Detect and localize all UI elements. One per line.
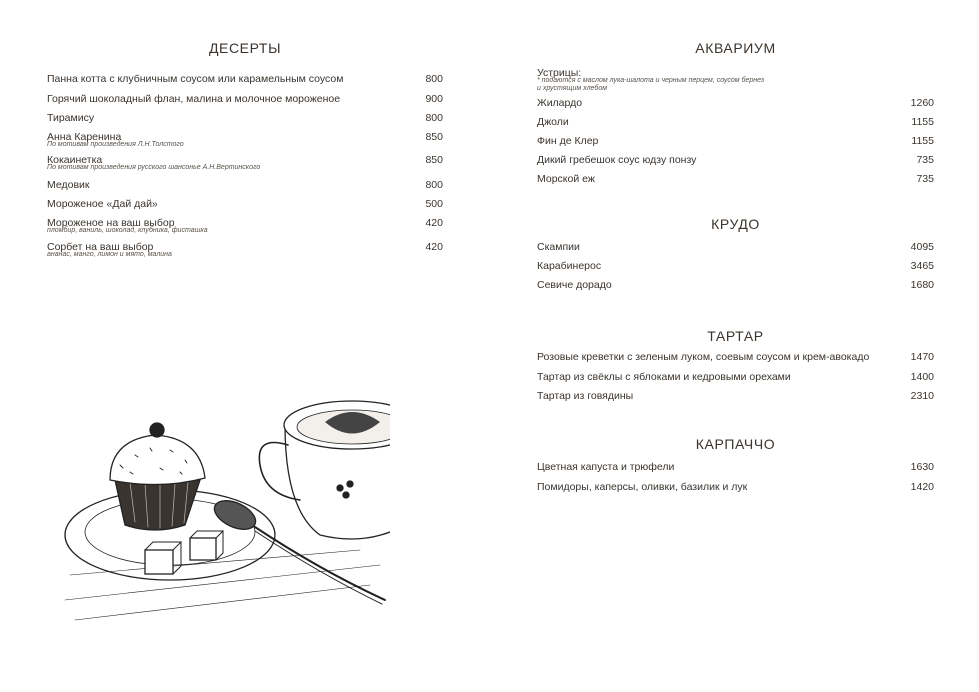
- spoon: [210, 495, 260, 535]
- item-price: 420: [425, 241, 443, 253]
- item-note: пломбир, ваниль, шоколад, клубника, фисташка: [47, 227, 208, 234]
- item-note: * подаются с маслом лука-шалота и черным перцем, соусом бернез: [537, 77, 765, 84]
- aquarium-title: АКВАРИУМ: [695, 40, 776, 56]
- item-price: 800: [425, 179, 443, 191]
- item-price: 1400: [910, 371, 934, 383]
- item-price: 4095: [910, 241, 934, 253]
- item-price: 800: [425, 73, 443, 85]
- item-name: Жилардо: [537, 97, 583, 109]
- item-name: Горячий шоколадный флан, малина и молочное мороженое: [47, 93, 341, 105]
- item-note: ананас, манго, лимон и мято, малина: [47, 251, 172, 258]
- desserts-title: ДЕСЕРТЫ: [208, 40, 282, 56]
- item-name: Устрицы:: [537, 67, 582, 79]
- item-price: 1155: [911, 135, 934, 147]
- item-name: Панна котта с клубничным соусом или карамельным соусом: [47, 73, 344, 85]
- item-note: По мотивам произведения Л.Н.Толстого: [47, 141, 184, 148]
- item-name: Фин де Клер: [537, 135, 599, 147]
- item-name: Джоли: [537, 116, 569, 128]
- item-name: Тартар из говядины: [537, 390, 634, 402]
- tartar-title: ТАРТАР: [707, 328, 764, 344]
- item-name: Сорбет на ваш выбор: [47, 241, 154, 253]
- sugar-cube: [190, 538, 216, 560]
- item-name: Севиче дорадо: [537, 279, 612, 291]
- item-name: Помидоры, каперсы, оливки, базилик и лук: [537, 481, 748, 493]
- item-price: 900: [425, 93, 443, 105]
- item-price: 3465: [910, 260, 934, 272]
- item-price: 1630: [910, 461, 934, 473]
- item-name: Розовые креветки с зеленым луком, соевым соусом и крем-авокадо: [537, 351, 870, 363]
- berry: [150, 423, 164, 437]
- item-price: 1680: [910, 279, 934, 291]
- item-price: 2310: [910, 390, 934, 402]
- item-price: 1155: [911, 116, 934, 128]
- item-price: 850: [425, 131, 443, 143]
- item-name: Тартар из свёклы с яблоками и кедровыми орехами: [537, 371, 791, 383]
- item-name: Анна Каренина: [47, 131, 122, 143]
- item-name: Тирамису: [47, 112, 95, 124]
- item-note: и хрустящим хлебом: [537, 85, 608, 92]
- item-name: Медовик: [47, 179, 90, 191]
- item-price: 800: [425, 112, 443, 124]
- item-price: 1470: [910, 351, 934, 363]
- item-price: 1260: [910, 97, 934, 109]
- item-note: По мотивам произведения русского шансонье А.Н.Вертинского: [47, 164, 261, 171]
- item-name: Морской еж: [537, 173, 595, 185]
- cupcake-top: [110, 435, 205, 485]
- item-price: 420: [425, 217, 443, 229]
- sugar-cube: [145, 550, 173, 574]
- carpaccio-title: КАРПАЧЧО: [695, 436, 776, 452]
- item-price: 850: [425, 154, 443, 166]
- item-name: Цветная капуста и трюфели: [537, 461, 675, 473]
- item-name: Мороженое на ваш выбор: [47, 217, 175, 229]
- item-name: Мороженое «Дай дай»: [47, 198, 158, 210]
- item-price: 735: [916, 173, 934, 185]
- coffee-cupcake-sketch-illustration: [60, 400, 390, 650]
- item-price: 500: [425, 198, 443, 210]
- item-name: Дикий гребешок соус юдзу понзу: [537, 154, 697, 166]
- item-name: Кокаинетка: [47, 154, 103, 166]
- item-price: 1420: [910, 481, 934, 493]
- item-price: 735: [916, 154, 934, 166]
- item-name: Скампии: [537, 241, 580, 253]
- crudo-title: КРУДО: [711, 216, 760, 232]
- item-name: Карабинерос: [537, 260, 602, 272]
